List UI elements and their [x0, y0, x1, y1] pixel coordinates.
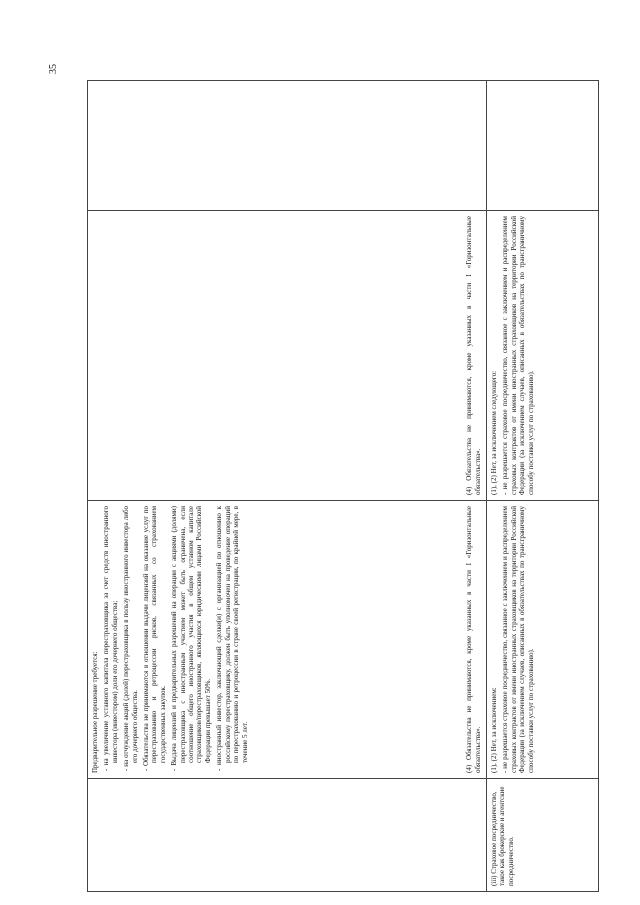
national-treatment-heading: (1), (2) Нет, за исключением следующего: [490, 370, 498, 495]
list-item: - на увеличение уставного капитала перестраховщика за счет средств иностранного инвестора (инвестором) доли его дочернего общества; [102, 506, 119, 771]
upper-market-access-cell [88, 501, 486, 779]
rotated-table-content [88, 81, 598, 891]
list-item-text: иностранный инвестор, заключающий сделки(и) с организацией по отношению к российскому перестраховщику, должен быть уполномочен на проведение операций по перестрахованию и ретроцессии в стране своей регистрации, по крайней мере, в течение 5 лет. [215, 506, 249, 765]
commitments-table [87, 80, 599, 892]
market-access-mode4-note: (4) Обязательства не принимаются, кроме указанных в части I «Горизонтальные обязательства». [465, 506, 482, 773]
list-item-text: на увеличение уставного капитала перестраховщика за счет средств иностранного инвестора (инвестором) доли его дочернего общества; [102, 506, 119, 766]
list-item-text: Обязательства не принимаются в отношении выдачи лицензий на оказание услуг по перестрахованию и ретроцессии рисков, связанных со страхованием государственных закупок. [142, 506, 167, 767]
national-treatment-text: - не разрешается страховое посредничество, связанное с заключением и распределением страховых контрактов от имени иностранных страховщиков на территории Российской Федерации (за исключением случаев, описанных в обязательствах по трансграничному способу поставки услуг по страхованию). [501, 216, 535, 495]
page-number: 35 [48, 64, 59, 74]
national-treatment-mode4-note: (4) Обязательства не принимаются, кроме указанных в части I «Горизонтальные обязательства». [465, 216, 482, 495]
upper-national-treatment-cell [88, 211, 486, 501]
sector-cell [487, 779, 599, 891]
list-item-text: Выдача лицензий и предварительных разрешений на операции с акциями (долями) перестраховщика с иностранным участием может быть ограничена, если соотношение общего иностранного участия в общем уставном капитале страховщиков/перестраховщиков, являющихся юридическими лицами Российской Федерации превышает 50%. [170, 506, 212, 766]
table-row-lower [486, 81, 599, 891]
upper-sector-cell [88, 779, 486, 891]
prior-permission-intro: Предварительное разрешение требуется: [91, 651, 99, 773]
market-access-heading: (1), (2) Нет, за исключением: [490, 687, 498, 773]
market-access-cell [487, 501, 599, 779]
national-treatment-cell [487, 211, 599, 501]
table-row-upper [88, 81, 486, 891]
list-item: - Обязательства не принимаются в отношении выдачи лицензий на оказание услуг по перестрахованию и ретроцессии рисков, связанных со страхованием государственных закупок. [142, 506, 167, 771]
market-access-text: - не разрешается страховое посредничество, связанное с заключением и распределением страховых контрактов от имени иностранных страховщиков на территории Российской Федерации (за исключением случаев, описанных в обязательствах по трансграничному способу поставки услуг по страхованию). [501, 506, 535, 773]
list-item: - на отчуждение акций (долей) перестраховщика в пользу иностранного инвестора либо его дочернего общества. [122, 505, 139, 771]
sector-title: (iii) Страховое посредничество, такое как брокерские и агентские посредничество. [490, 786, 515, 886]
list-item: - иностранный инвестор, заключающий сделки(и) с организацией по отношению к российскому перестраховщику, должен быть уполномочен на проведение операций по перестрахованию и ретроцессии в стране своей регистрации, по крайней мере, в течение 5 лет. [215, 506, 249, 771]
upper-additional-commitments-cell [88, 81, 486, 211]
list-item-text: на отчуждение акций (долей) перестраховщика в пользу иностранного инвестора либо его дочернего общества. [122, 505, 139, 767]
list-item: - Выдача лицензий и предварительных разрешений на операции с акциями (долями) перестраховщика с иностранным участием может быть ограничена, если соотношение общего иностранного участия в общем уставном капитале страховщиков/перестраховщиков, являющихся юридическими лицами Российской Федерации превышает 50%. [170, 506, 212, 771]
additional-commitments-cell [487, 81, 599, 211]
